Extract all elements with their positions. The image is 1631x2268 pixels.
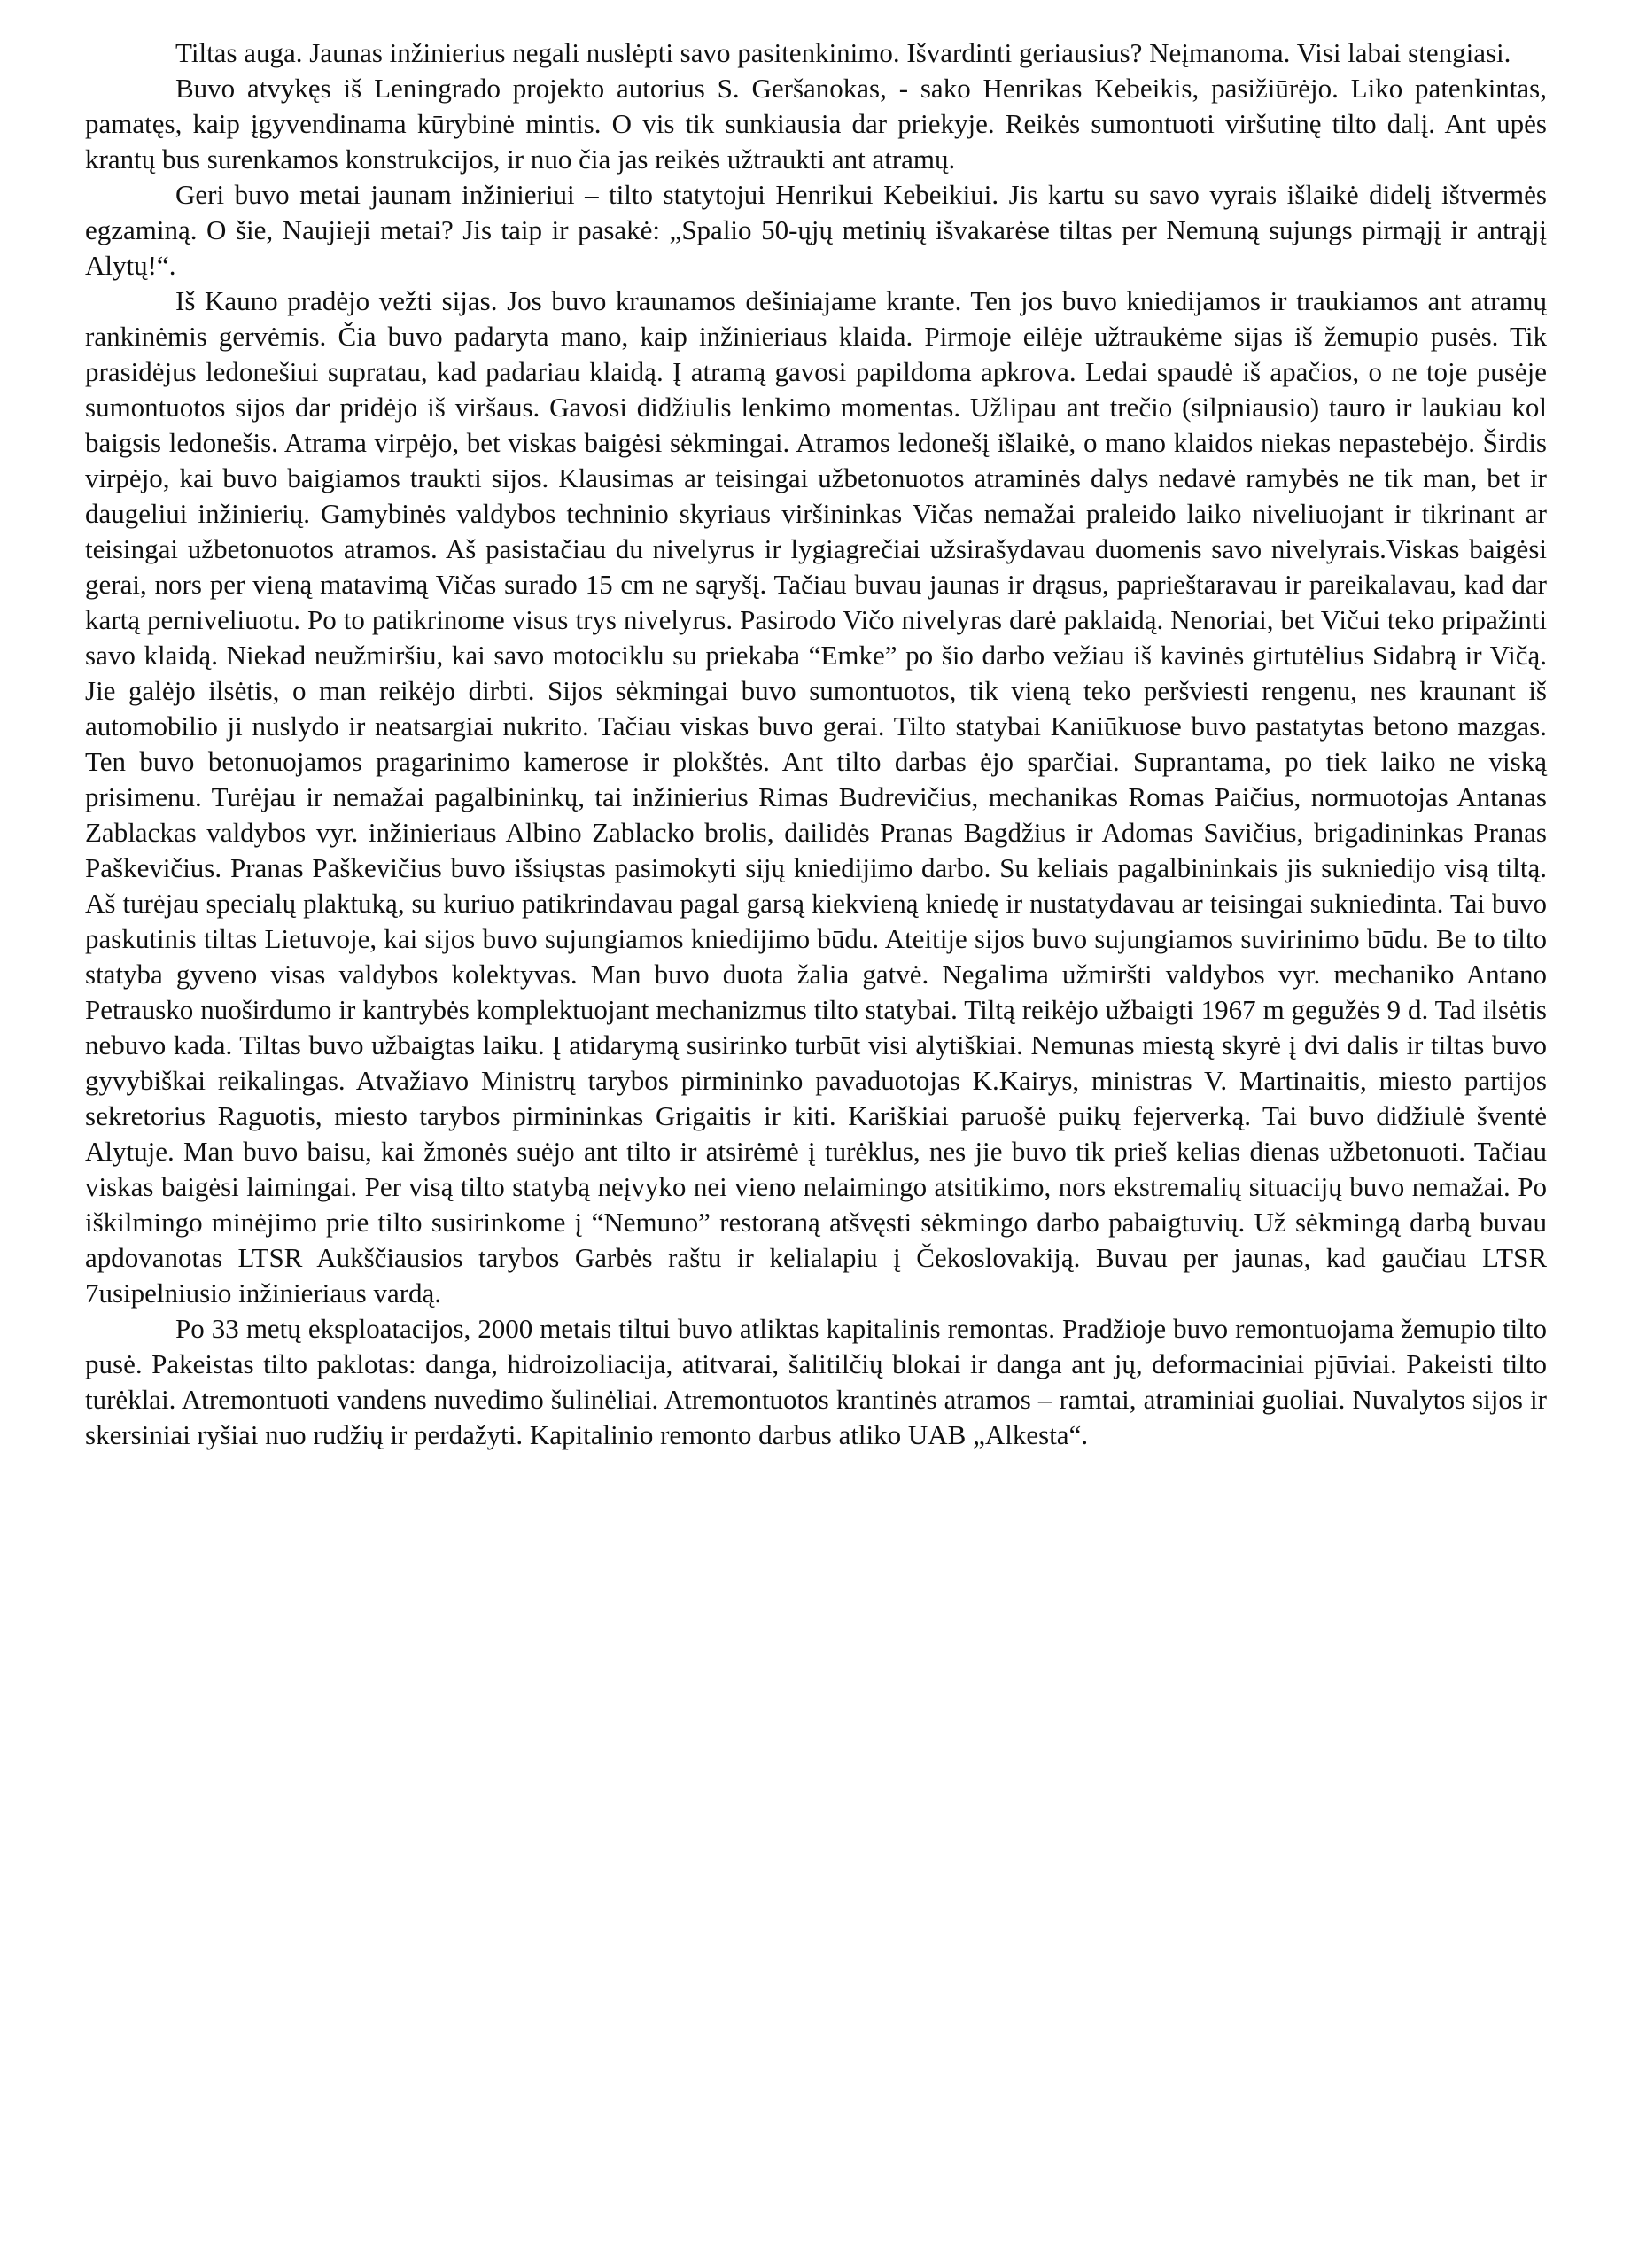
paragraph-4: Iš Kauno pradėjo vežti sijas. Jos buvo kraunamos dešiniajame krante. Ten jos buvo kniedijamos ir traukiamos ant atramų rankinėmis gervėmis. Čia buvo padaryta mano, kaip inžinieriaus klaida. Pirmoje eilėje užtraukėme sijas iš žemupio pusės. Tik prasidėjus ledonešiui supratau, kad padariau klaidą. Į atramą gavosi papildoma apkrova. Ledai spaudė iš apačios, o ne toje pusėje sumontuotos sijos dar pridėjo iš viršaus. Gavosi didžiulis lenkimo momentas. Užlipau ant trečio (silpniausio) tauro ir laukiau kol baigsis ledonešis. Atrama virpėjo, bet viskas baigėsi sėkmingai. Atramos ledonešį išlaikė, o mano klaidos niekas nepastebėjo. Širdis virpėjo, kai buvo baigiamos traukti sijos. Klausimas ar teisingai užbetonuotos atraminės dalys nedavė ramybės ne tik man, bet ir daugeliui inžinierių. Gamybinės valdybos techninio skyriaus viršininkas Vičas nemažai praleido laiko niveliuojant ir tikrinant ar teisingai užbetonuotos atramos. Aš pasistačiau du nivelyrus ir lygiagrečiai užsirašydavau duomenis savo nivelyrais.Viskas baigėsi gerai, nors per vieną matavimą Vičas surado 15 cm ne sąryšį. Tačiau buvau jaunas ir drąsus, paprieštaravau ir pareikalavau, kad dar kartą perniveliuotu. Po to patikrinome visus trys nivelyrus. Pasirodo Vičo nivelyras darė paklaidą. Nenoriai, bet Vičui teko pripažinti savo klaidą. Niekad neužmiršiu, kai savo motociklu su priekaba “Emke” po šio darbo vežiau iš kavinės girtutėlius Sidabrą ir Vičą. Jie galėjo ilsėtis, o man reikėjo dirbti. Sijos sėkmingai buvo sumontuotos, tik vieną teko peršviesti rengenu, nes kraunant iš automobilio ji nuslydo ir neatsargiai nukrito. Tačiau viskas buvo gerai. Tilto statybai Kaniūkuose buvo pastatytas betono mazgas. Ten buvo betonuojamos pragarinimo kamerose ir plokštės. Ant tilto darbas ėjo sparčiai. Suprantama, po tiek laiko ne viską prisimenu. Turėjau ir nemažai pagalbininkų, tai inžinierius Rimas Budrevičius, mechanikas Romas Paičius, normuotojas Antanas Zablackas valdybos vyr. inžinieriaus Albino Zablacko brolis, dailidės Pranas Bagdžius ir Adomas Savičius, brigadininkas Pranas Paškevičius. Pranas Paškevičius buvo išsiųstas pasimokyti sijų kniedijimo darbo. Su keliais pagalbininkais jis sukniedijo visą tiltą. Aš turėjau specialų plaktuką, su kuriuo patikrindavau pagal garsą kiekvieną kniedę ir nustatydavau ar teisingai sukniedinta. Tai buvo paskutinis tiltas Lietuvoje, kai sijos buvo sujungiamos kniedijimo būdu. Ateitije sijos buvo sujungiamos suvirinimo būdu. Be to tilto statyba gyveno visas valdybos kolektyvas. Man buvo duota žalia gatvė. Negalima užmiršti valdybos vyr. mechaniko Antano Petrausko nuoširdumo ir kantrybės komplektuojant mechanizmus tilto statybai. Tiltą reikėjo užbaigti 1967 m gegužės 9 d. Tad ilsėtis nebuvo kada. Tiltas buvo užbaigtas laiku. Į atidarymą susirinko turbūt visi alytiškiai. Nemunas miestą skyrė į dvi dalis ir tiltas buvo gyvybiškai reikalingas. Atvažiavo Ministrų tarybos pirmininko pavaduotojas K.Kairys, ministras V. Martinaitis, miesto partijos sekretorius Raguotis, miesto tarybos pirmininkas Grigaitis ir kiti. Kariškiai paruošė puikų fejerverką. Tai buvo didžiulė šventė Alytuje. Man buvo baisu, kai žmonės suėjo ant tilto ir atsirėmė į turėklus, nes jie buvo tik prieš kelias dienas užbetonuoti. Tačiau viskas baigėsi laimingai. Per visą tilto statybą neįvyko nei vieno nelaimingo atsitikimo, nors ekstremalių situacijų buvo nemažai. Po iškilmingo minėjimo prie tilto susirinkome į “Nemuno” restoraną atšvęsti sėkmingo darbo pabaigtuvių. Už sėkmingą darbą buvau apdovanotas LTSR Aukščiausios tarybos Garbės raštu ir kelialapiu į Čekoslovakiją. Buvau per jaunas, kad gaučiau LTSR 7usipelniusio inžinieriaus vardą.	[85, 285, 1547, 1309]
document-page	[85, 35, 1547, 1453]
paragraph-3: Geri buvo metai jaunam inžinieriui – tilto statytojui Henrikui Kebeikiui. Jis kartu su savo vyrais išlaikė didelį ištvermės egzaminą. O šie, Naujieji metai? Jis taip ir pasakė: „Spalio 50-ųjų metinių išvakarėse tiltas per Nemuną sujungs pirmąjį ir antrąjį Alytų!“.	[85, 179, 1547, 281]
paragraph-5: Po 33 metų eksploatacijos, 2000 metais tiltui buvo atliktas kapitalinis remontas. Pradžioje buvo remontuojama žemupio tilto pusė. Pakeistas tilto paklotas: danga, hidroizoliacija, atitvarai, šalitilčių blokai ir danga ant jų, deformaciniai pjūviai. Pakeisti tilto turėklai. Atremontuoti vandens nuvedimo šulinėliai. Atremontuotos krantinės atramos – ramtai, atraminiai guoliai. Nuvalytos sijos ir skersiniai ryšiai nuo rudžių ir perdažyti. Kapitalinio remonto darbus atliko UAB „Alkesta“.	[85, 1313, 1547, 1450]
paragraph-1: Tiltas auga. Jaunas inžinierius negali nuslėpti savo pasitenkinimo. Išvardinti geriausius? Neįmanoma. Visi labai stengiasi.	[175, 37, 1511, 68]
paragraph-2: Buvo atvykęs iš Leningrado projekto autorius S. Geršanokas, - sako Henrikas Kebeikis, pasižiūrėjo. Liko patenkintas, pamatęs, kaip įgyvendinama kūrybinė mintis. O vis tik sunkiausia dar priekyje. Reikės sumontuoti viršutinę tilto dalį. Ant upės krantų bus surenkamos konstrukcijos, ir nuo čia jas reikės užtraukti ant atramų.	[85, 73, 1547, 175]
